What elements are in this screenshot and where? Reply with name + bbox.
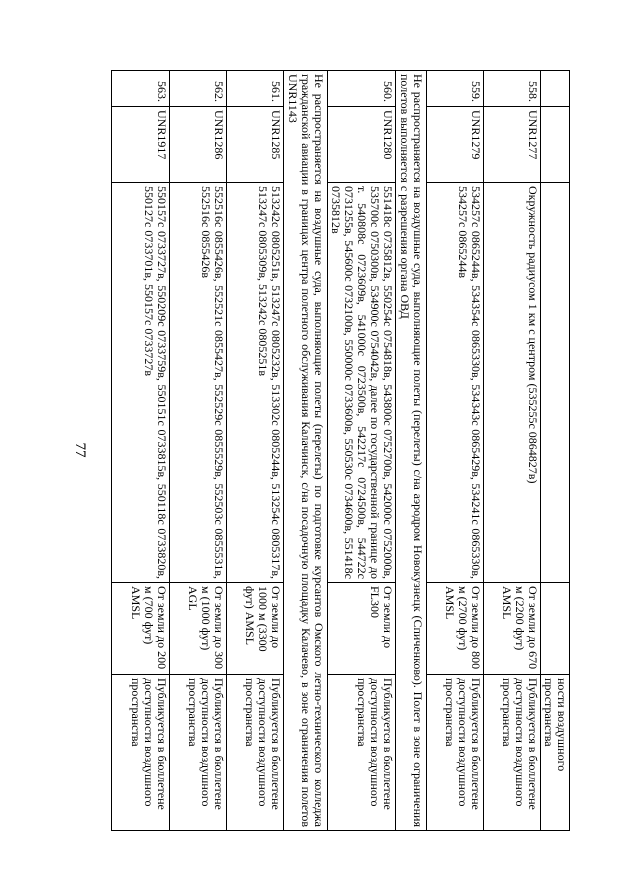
row-number: 563. (112, 71, 170, 107)
altitude-limits: От земли до 300 м (1000 фут) AGL (170, 583, 227, 675)
table-row (484, 71, 541, 831)
row-number: 558. (484, 71, 541, 107)
rotated-page (95, 70, 570, 830)
zone-code: UNR1286 (170, 107, 227, 183)
empty-cell (541, 71, 570, 107)
zone-boundary: 550157с 0733727в, 550209с 0733759в, 550151с 0733815в, 550118с 0733820в, 550127с 0733701в, 550157с 0733727в (112, 183, 170, 583)
zone-boundary: 513242с 0805251в, 513247с 0805232в, 513302с 0805244в, 513254с 0805317в, 513247с 0805309в, 513242с 0805251в (227, 183, 284, 583)
zone-code: UNR1917 (112, 107, 170, 183)
altitude-limits: От земли до 1000 м (3300 фут) AMSL (227, 583, 284, 675)
zone-boundary: 534257с 0865244в, 534354с 0865330в, 534343с 0865429в, 534241с 0865330в, 534257с 0865244в (427, 183, 484, 583)
altitude-limits: От земли до FL300 (328, 583, 396, 675)
exemption-note: Не распространяется на воздушные суда, выполняющие полеты (перелеты) с/на аэродром Новокузнецк (Спиченково). Полет в зоне ограничения полетов выполняется с разрешения органа ОВД (396, 71, 427, 831)
note-row (396, 71, 427, 831)
note-row (284, 71, 328, 831)
publication-cell: ности воздушного пространства (541, 675, 570, 831)
zone-boundary: 551418с 0735812в, 550254с 0754818в, 543800с 0752700в, 542000с 0752000в, 535700с 0750300в, 534900с 0754042в, далее по государственной границе до т. 540808с 0723609в, 541000с 0723500в, 542217с 0724500в, 544722с 0731255в, 545600с 0732100в, 550000с 0733600в, 550530с 0734600в, 551418с 0735812в (328, 183, 396, 583)
publication-cell: Публикуется в бюллетене доступности воздушного пространства (427, 675, 484, 831)
publication-cell: Публикуется в бюллетене доступности воздушного пространства (112, 675, 170, 831)
empty-cell (541, 183, 570, 583)
zone-code: UNR1279 (427, 107, 484, 183)
row-number: 559. (427, 71, 484, 107)
publication-cell: Публикуется в бюллетене доступности воздушного пространства (227, 675, 284, 831)
zone-boundary: Окружность радиусом 1 км с центром (535255с 0864827в) (484, 183, 541, 583)
airspace-restriction-table (111, 70, 570, 831)
publication-cell: Публикуется в бюллетене доступности воздушного пространства (484, 675, 541, 831)
page-number: 77 (72, 442, 88, 458)
publication-cell: Публикуется в бюллетене доступности воздушного пространства (328, 675, 396, 831)
table-row (541, 71, 570, 831)
table-row (328, 71, 396, 831)
row-number: 561. (227, 71, 284, 107)
altitude-limits: От земли до 200 м (700 фут) AMSL (112, 583, 170, 675)
publication-cell: Публикуется в бюллетене доступности воздушного пространства (170, 675, 227, 831)
zone-boundary: 552516с 0855426в, 552521с 0855427в, 552529с 0855529в, 552503с 0855531в, 552516с 0855426в (170, 183, 227, 583)
altitude-limits: От земли до 670 м (2200 фут) AMSL (484, 583, 541, 675)
table-row (427, 71, 484, 831)
altitude-limits: От земли до 800 м (2700 фут) AMSL (427, 583, 484, 675)
row-number: 562. (170, 71, 227, 107)
row-number: 560. (328, 71, 396, 107)
table-row (112, 71, 170, 831)
zone-code: UNR1277 (484, 107, 541, 183)
table-row (227, 71, 284, 831)
table-row (170, 71, 227, 831)
empty-cell (541, 107, 570, 183)
empty-cell (541, 583, 570, 675)
zone-code: UNR1280 (328, 107, 396, 183)
zone-code: UNR1285 (227, 107, 284, 183)
exemption-note: Не распространяется на воздушные суда, выполняющие полеты (перелеты) по подготовке курсантов Омского летно-технического колледжа гражданской авиации в границах центра полетного обслуживания Калачинск, с/на посадочную площадку Калачево, в зоне ограничения полетов UNR1143 (284, 71, 328, 831)
